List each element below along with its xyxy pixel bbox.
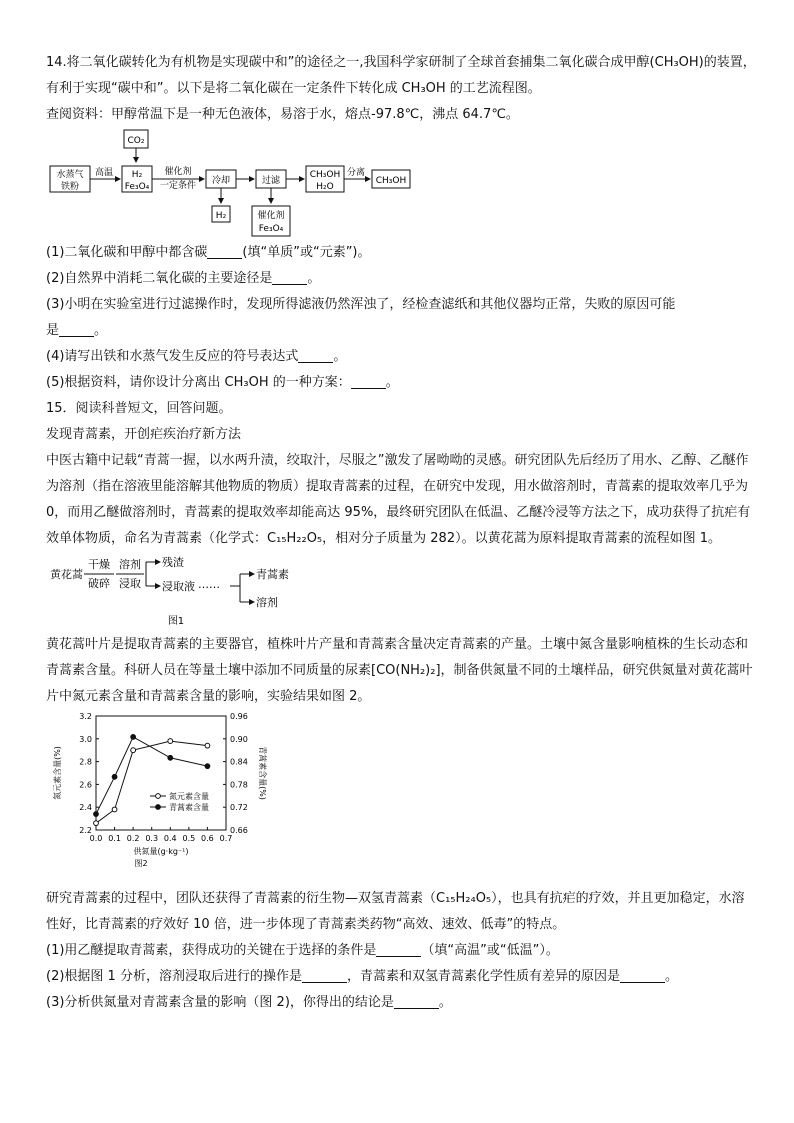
y-right-tick-label: 0.96 bbox=[230, 712, 248, 721]
q15-sub3 bbox=[46, 990, 756, 1016]
legend-label: 氮元素含量 bbox=[169, 792, 209, 801]
q14-sub3-text-b: 是 bbox=[46, 323, 60, 338]
q14-sub1 bbox=[46, 240, 756, 266]
data-point bbox=[94, 812, 99, 817]
cool-label: 冷却 bbox=[211, 176, 231, 186]
catalyst-out-b: Fe₃O₄ bbox=[258, 224, 284, 234]
y-right-tick-label: 0.78 bbox=[230, 780, 248, 790]
prod-water: H₂O bbox=[316, 182, 334, 192]
mix-h2: H₂ bbox=[131, 170, 143, 180]
answer-blank bbox=[351, 372, 386, 389]
data-point bbox=[94, 821, 99, 826]
data-point bbox=[205, 743, 210, 748]
x-tick-label: 0.7 bbox=[219, 834, 233, 843]
cond-high-temp: 高温 bbox=[94, 168, 114, 178]
x-tick-label: 0.3 bbox=[145, 834, 159, 843]
q15-sub3-end: 。 bbox=[438, 995, 452, 1010]
q14-sub4-text: (4)请写出铁和水蒸气发生反应的符号表达式 bbox=[46, 349, 299, 364]
fig1-solvent: 溶剂 bbox=[119, 558, 141, 571]
data-point bbox=[168, 739, 173, 744]
legend-marker bbox=[156, 794, 161, 799]
q15-article-title: 发现青蒿素，开创疟疾治疗新方法 bbox=[46, 427, 242, 442]
q15-sub3-text: (3)分析供氮量对青蒿素含量的影响（图 2)，你得出的结论是 bbox=[46, 995, 394, 1010]
y-right-tick-label: 0.66 bbox=[230, 826, 248, 835]
filter-label: 过滤 bbox=[261, 176, 281, 186]
y-right-tick-label: 0.84 bbox=[230, 757, 248, 767]
q15-sub2 bbox=[46, 964, 756, 990]
x-tick-label: 0.0 bbox=[89, 834, 103, 843]
fig1-caption: 图1 bbox=[167, 616, 185, 627]
legend-label: 青蒿素含量 bbox=[169, 803, 209, 812]
q15-sub2-end: 。 bbox=[664, 969, 678, 984]
answer-blank bbox=[376, 940, 421, 957]
figure-1-svg bbox=[46, 554, 346, 630]
data-point bbox=[112, 774, 117, 779]
x-tick-label: 0.5 bbox=[182, 834, 196, 843]
q14-sub4: (4)请写出铁和水蒸气发生反应的符号表达式 。 bbox=[46, 344, 756, 370]
catalyst-out-a: 催化剂 bbox=[257, 211, 285, 221]
fig1-dots: …… bbox=[198, 578, 220, 591]
q15-paragraph-2: 黄花蒿叶片是提取青蒿素的主要器官，植株叶片产量和青蒿素含量决定青蒿素的产量。土壤中氮含量影响植株的生长动态和青蒿素含量。科研人员在等量土壤中添加不同质量的尿素[CO(NH₂)₂]，制备供氮量不同的土壤样品，研究供氮量对黄花蒿叶片中氮元素含量和青蒿素含量的影响，实验结果如图 2。 bbox=[46, 637, 753, 704]
h2-out-label: H₂ bbox=[215, 211, 227, 221]
cond-certain: 一定条件 bbox=[159, 181, 197, 191]
q15-sub1 bbox=[46, 938, 756, 964]
y-right-tick-label: 0.72 bbox=[230, 803, 248, 813]
data-point bbox=[131, 748, 136, 753]
q14-sub2-text: (2)自然界中消耗二氧化碳的主要途径是 bbox=[46, 271, 273, 286]
answer-blank bbox=[272, 268, 307, 285]
data-point bbox=[112, 807, 117, 812]
q14-sub5-text: (5)根据资料，请你设计分离出 CH₃OH 的一种方案： bbox=[46, 375, 351, 390]
y-left-tick-label: 2.2 bbox=[79, 826, 92, 835]
fig1-crush: 破碎 bbox=[88, 577, 110, 590]
y-right-tick-label: 0.90 bbox=[230, 734, 248, 744]
q14-sub3-cont: 是 。 bbox=[46, 318, 756, 344]
fig1-liquid: 浸取液 bbox=[162, 580, 195, 593]
fig1-extract: 浸取 bbox=[119, 577, 141, 590]
q15-paragraph-3: 研究青蒿素的过程中，团队还获得了青蒿素的衍生物—双氢青蒿素（C₁₅H₂₄O₅），也具有抗疟的疗效，并且更加稳定，水溶性好，比青蒿素的疗效好 10 倍，进一步体现了青蒿素类药物“高效、速效、低毒”的特点。 bbox=[46, 891, 745, 932]
y-right-axis-label: 青蒿素含量(%) bbox=[258, 746, 267, 800]
q15-intro: 15．阅读科普短文，回答问题。 bbox=[46, 401, 232, 416]
q14-reference: 查阅资料：甲醇常温下是一种无色液体，易溶于水，熔点-97.8℃，沸点 64.7℃。 bbox=[46, 107, 519, 122]
x-tick-label: 0.6 bbox=[201, 834, 214, 843]
y-left-tick-label: 2.4 bbox=[79, 803, 92, 813]
y-left-tick-label: 2.8 bbox=[79, 757, 92, 767]
figure-1-extraction-flow bbox=[46, 554, 756, 630]
fig1-source: 黄花蒿 bbox=[50, 568, 83, 581]
q14-intro: 14.将二氧化碳转化为有机物是实现碳中和”的途径之一,我国科学家研制了全球首套捕集二氧化碳合成甲醇(CH₃OH)的装置，有利于实现“碳中和”。以下是将二氧化碳在一定条件下转化成 CH₃OH 的工艺流程图。 bbox=[46, 55, 756, 96]
q15-sub2-text-b: ，青蒿素和双氢青蒿素化学性质有差异的原因是 bbox=[346, 969, 620, 984]
y-left-tick-label: 3.0 bbox=[79, 734, 92, 744]
x-axis-label: 供氮量(g·kg⁻¹) bbox=[133, 847, 189, 856]
figure-2-svg bbox=[46, 710, 286, 886]
answer-blank bbox=[59, 320, 94, 337]
x-tick-label: 0.2 bbox=[126, 834, 140, 843]
worksheet-page bbox=[46, 50, 756, 1016]
y-left-tick-label: 3.2 bbox=[79, 712, 92, 721]
mix-fe3o4: Fe₃O₄ bbox=[124, 182, 150, 192]
answer-blank bbox=[394, 992, 439, 1009]
fig1-product-artemisinin: 青蒿素 bbox=[256, 568, 289, 581]
co2-label: CO₂ bbox=[127, 136, 145, 146]
q15-paragraph-1: 中医古籍中记载“青蒿一握，以水两升渍，绞取汁，尽服之”激发了屠呦呦的灵感。研究团队先后经历了用水、乙醇、乙醚作为溶剂（指在溶液里能溶解其他物质的物质）提取青蒿素的过程，在研究中发现，用水做溶剂时，青蒿素的提取效率几乎为 0，而用乙醚做溶剂时，青蒿素的提取效率却能高达 95%，最终研究团队在低温、乙醚冷浸等方法之下，成功获得了抗疟有效单体物质，命名为青蒿素（化学式：C₁₅H₂₂O₅，相对分子质量为 282）。以黄花蒿为原料提取青蒿素的流程如图 1。 bbox=[46, 453, 751, 546]
answer-blank bbox=[620, 966, 665, 983]
q14-sub1-text-b: (填“单质”或“元素”)。 bbox=[242, 245, 371, 260]
process-flow-svg bbox=[46, 128, 466, 240]
prod-methanol: CH₃OH bbox=[309, 170, 341, 180]
fig1-product-solvent: 溶剂 bbox=[256, 596, 278, 609]
x-tick-label: 0.4 bbox=[163, 834, 177, 843]
q14-sub1-text-a: (1)二氧化碳和甲醇中都含碳 bbox=[46, 245, 208, 260]
cond-catalyst: 催化剂 bbox=[164, 167, 192, 177]
answer-blank bbox=[302, 966, 347, 983]
answer-blank bbox=[298, 346, 333, 363]
q14-sub2: (2)自然界中消耗二氧化碳的主要途径是 。 bbox=[46, 266, 756, 292]
plot-frame bbox=[96, 716, 226, 830]
input-steam: 水蒸气 bbox=[56, 170, 84, 180]
fig1-dry: 干燥 bbox=[88, 558, 110, 571]
answer-blank bbox=[207, 242, 242, 259]
y-left-tick-label: 2.6 bbox=[79, 780, 92, 790]
cond-separate: 分离 bbox=[346, 168, 366, 178]
data-point bbox=[168, 755, 173, 760]
data-point bbox=[205, 764, 210, 769]
fig1-residue: 残渣 bbox=[162, 556, 184, 569]
q14-sub5: (5)根据资料，请你设计分离出 CH₃OH 的一种方案： 。 bbox=[46, 370, 756, 396]
fig2-caption: 图2 bbox=[134, 859, 148, 868]
x-tick-label: 0.1 bbox=[108, 834, 121, 843]
q15-sub1-text-b: （填“高温”或“低温”）。 bbox=[421, 943, 559, 958]
q14-sub3-text-a: (3)小明在实验室进行过滤操作时，发现所得滤液仍然浑浊了，经检查滤纸和其他仪器均正常，失败的原因可能 bbox=[46, 297, 676, 312]
input-iron: 铁粉 bbox=[60, 182, 80, 192]
legend-marker bbox=[156, 805, 161, 810]
data-point bbox=[131, 735, 136, 740]
q14-sub3 bbox=[46, 292, 756, 318]
q14-process-flow-diagram bbox=[46, 128, 756, 240]
q15-sub1-text-a: (1)用乙醚提取青蒿素，获得成功的关键在于选择的条件是 bbox=[46, 943, 377, 958]
q15-sub2-text-a: (2)根据图 1 分析，溶剂浸取后进行的操作是 bbox=[46, 969, 302, 984]
y-left-axis-label: 氮元素含量(%) bbox=[53, 746, 62, 800]
final-methanol: CH₃OH bbox=[375, 176, 407, 186]
figure-2-chart bbox=[46, 710, 756, 886]
